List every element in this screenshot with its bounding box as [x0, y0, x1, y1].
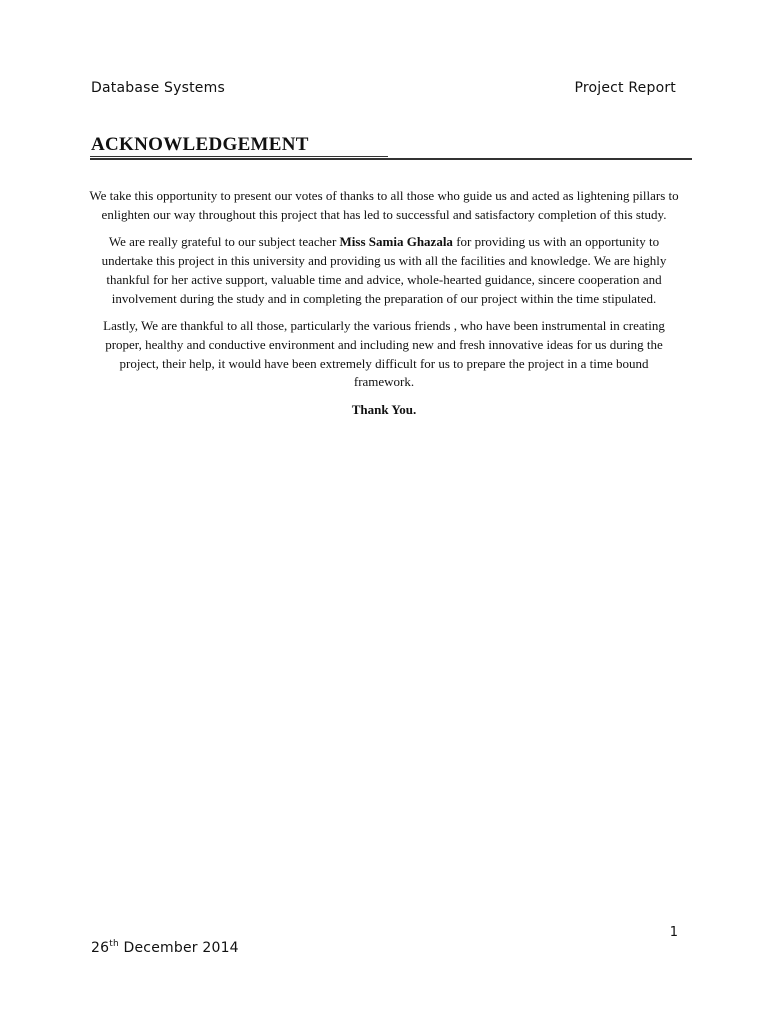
page-title: ACKNOWLEDGEMENT	[91, 134, 309, 155]
page-number: 1	[669, 925, 678, 940]
header-right-title: Project Report	[574, 80, 676, 96]
acknowledgement-body	[88, 187, 680, 429]
date-rest: December 2014	[118, 940, 239, 956]
footer-date	[91, 940, 239, 956]
paragraph-2-end: for providing us with an opportunity to undertake this project in this university and providing us with all the facilities and knowledge. We are highly thankful for her active support, valuable time and advice, whole-hearted guidance, sincere cooperation and involvement during the study and in completing the preparation of our project within the time stipulated.	[101, 234, 667, 306]
paragraph-2-start: We are really grateful to our subject teacher	[108, 234, 340, 250]
header-left-title: Database Systems	[91, 80, 225, 96]
thank-you: Thank You.	[351, 402, 417, 418]
teacher-name: Miss Samia Ghazala	[339, 234, 453, 250]
title-accent-rule	[90, 156, 388, 157]
paragraph-3: Lastly, We are thankful to all those, particularly the various friends , who have been instrumental in creating proper, healthy and conductive environment and including new and fresh innovative ideas for us during the project, their help, it would have been extremely difficult for us to prepare the project in a time bound framework.	[103, 318, 665, 390]
date-day: 26	[91, 940, 110, 956]
paragraph-2	[88, 233, 680, 308]
title-divider	[90, 158, 692, 160]
date-suffix: th	[109, 939, 119, 949]
paragraph-1: We take this opportunity to present our votes of thanks to all those who guide us and acted as lightening pillars to enlighten our way throughout this project that has led to successful and satisfactory completion of this study.	[89, 188, 679, 222]
